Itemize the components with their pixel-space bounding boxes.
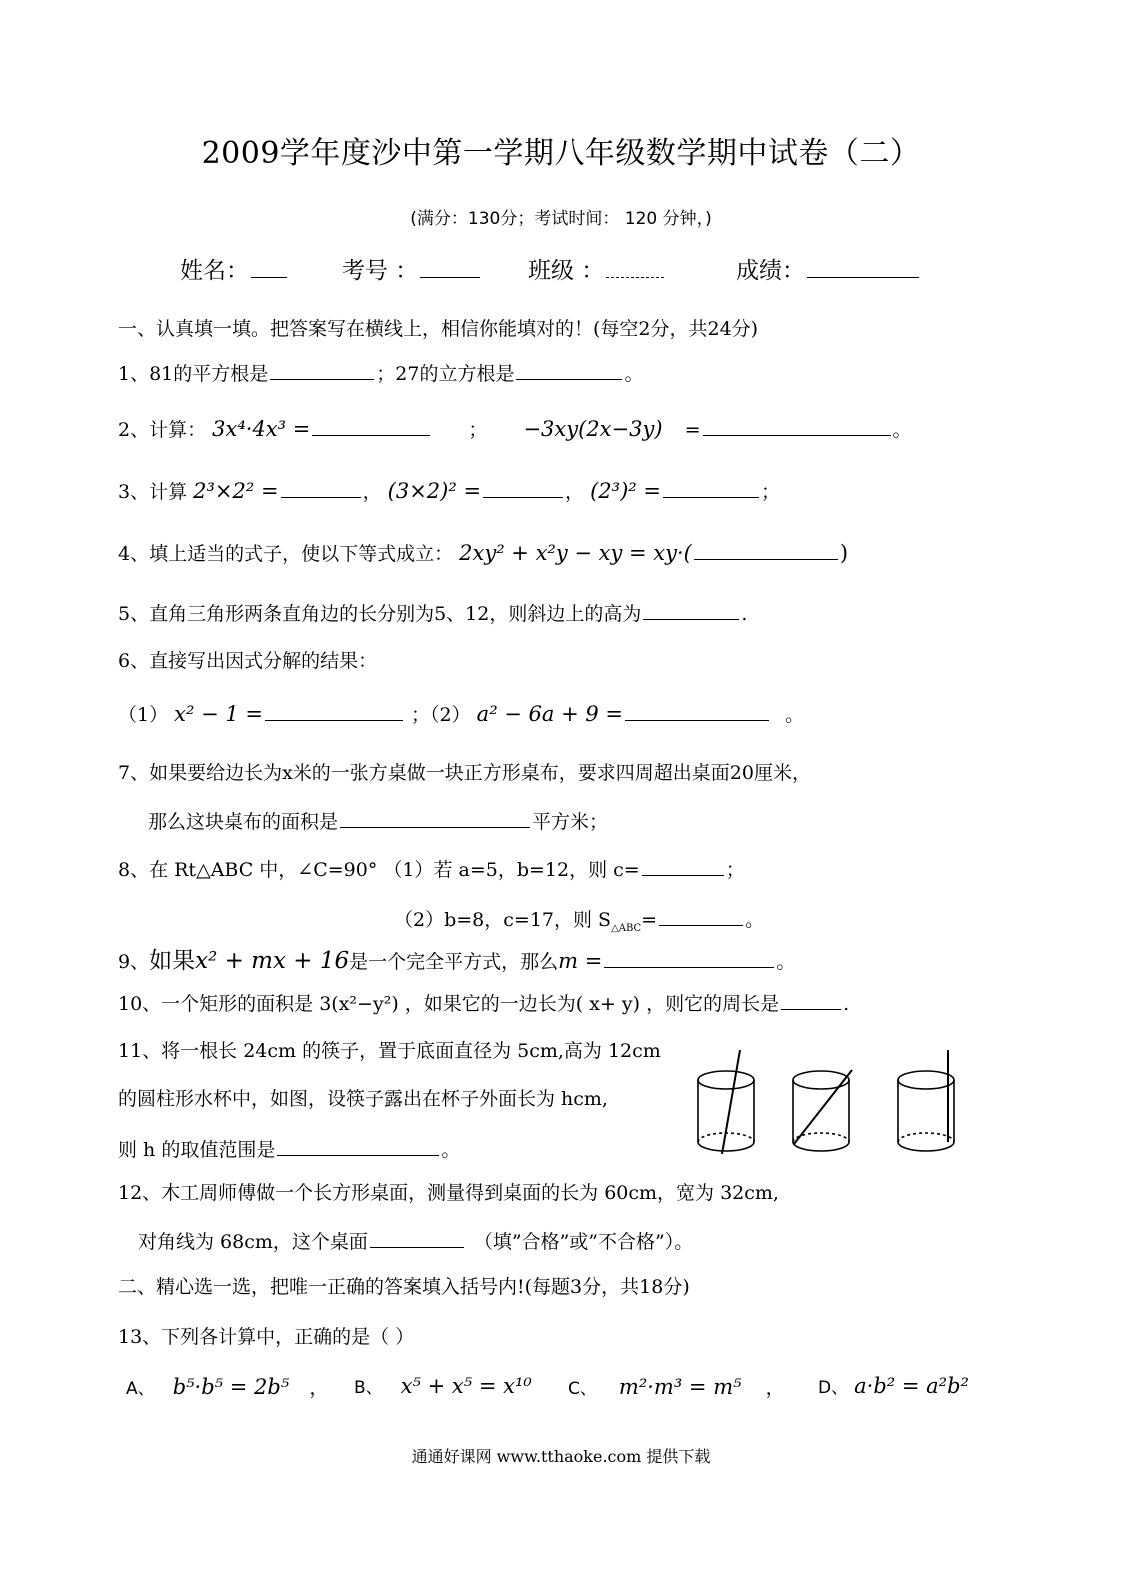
cylinder-3 [898, 1050, 954, 1151]
number-blank[interactable] [420, 255, 480, 278]
question-10: 10、一个矩形的面积是 3(x²−y²) ，如果它的一边长为( x+ y) ，则它的周长是 . [118, 987, 849, 1016]
name-label: 姓名： [180, 258, 249, 284]
q2-expression-2: −3xy(2x−3y) [523, 417, 663, 441]
q2-blank-2[interactable] [703, 413, 891, 436]
question-5: 5、直角三角形两条直角边的长分别为5、12，则斜边上的高为 . [118, 597, 747, 626]
q8-blank-2[interactable] [659, 903, 743, 926]
class-label: 班级 ： [528, 258, 605, 284]
q13-option-b[interactable]: B、 x⁵ + x⁵ = x¹⁰ [354, 1374, 532, 1398]
q8-blank-1[interactable] [642, 853, 724, 876]
q6-blank-1[interactable] [265, 698, 403, 721]
question-3: 3、计算 2³×2² = ， (3×2)² = ， (2³)² = ； [118, 475, 780, 504]
q13-option-c[interactable]: C、 m²·m³ = m⁵ ， [568, 1375, 785, 1399]
question-4: 4、填上适当的式子，使以下等式成立： 2xy² + x²y − xy = xy·( ) [118, 537, 848, 566]
score-blank[interactable] [807, 255, 919, 278]
question-1: 1、81的平方根是 ；27的立方根是 。 [118, 357, 643, 386]
q6-expression-1: x² − 1 = [174, 702, 263, 726]
q12-blank[interactable] [370, 1225, 464, 1248]
question-13: 13、下列各计算中，正确的是（ ） [118, 1326, 415, 1348]
score-label: 成绩： [736, 258, 805, 284]
q9-blank[interactable] [604, 945, 774, 968]
q11-blank[interactable] [277, 1133, 439, 1156]
section2-heading: 二、精心选一选，把唯一正确的答案填入括号内!(每题3分，共18分) [118, 1276, 690, 1298]
footer-credit: 通通好课网 www.tthaoke.com 提供下载 [411, 1447, 711, 1466]
question-12-cont: 对角线为 68cm，这个桌面 （填”合格”或”不合格”）。 [138, 1225, 693, 1254]
q2-expression-1: 3x⁴·4x³ = [212, 417, 311, 441]
q9-expression: x² + mx + 16 [195, 948, 350, 974]
q3-expression-3: (2³)² = [590, 479, 661, 503]
class-blank[interactable] [606, 255, 664, 278]
question-7-cont: 那么这块桌布的面积是 平方米； [148, 805, 608, 834]
q3-blank-3[interactable] [663, 475, 759, 498]
q4-blank[interactable] [694, 537, 838, 560]
q3-expression-1: 2³×2² = [193, 479, 279, 503]
q3-blank-2[interactable] [483, 475, 563, 498]
q3-blank-1[interactable] [281, 475, 361, 498]
question-8-part2: （2）b=8，c=17，则 $S_{\triangle ABC}=$ 。 [394, 903, 764, 934]
q6-expression-2: a² − 6a + 9 = [476, 702, 624, 726]
question-11-answer: 则 h 的取值范围是 。 [118, 1133, 460, 1162]
number-field [342, 252, 482, 285]
q1-blank-1[interactable] [270, 357, 374, 380]
question-7: 7、如果要给边长为x米的一张方桌做一块正方形桌布，要求四周超出桌面20厘米， [118, 762, 811, 784]
q4-expression: 2xy² + x²y − xy = xy·( [459, 541, 692, 565]
q13-option-a[interactable]: A、 b⁵·b⁵ = 2b⁵ ， [126, 1375, 329, 1399]
q2-blank-1[interactable] [312, 413, 430, 436]
q7-blank[interactable] [340, 805, 530, 828]
exam-subtitle: (满分：130分；考试时间： 120 分钟，) [410, 209, 712, 229]
q13-option-d[interactable]: D、 a·b² = a²b² [818, 1374, 969, 1398]
page-title: 2009学年度沙中第一学期八年级数学期中试卷（二） [201, 136, 921, 171]
cylinder-figure [690, 1050, 980, 1160]
section1-heading: 一、认真填一填。把答案写在横线上，相信你能填对的！(每空2分，共24分) [118, 318, 759, 340]
question-11: 11、将一根长 24cm 的筷子，置于底面直径为 5cm,高为 12cm [118, 1040, 661, 1062]
q1-blank-2[interactable] [516, 357, 622, 380]
q6-blank-2[interactable] [625, 698, 769, 721]
question-9: 9、如果x² + mx + 16是一个完全平方式，那么m = 。 [118, 942, 795, 975]
question-11-cont: 的圆柱形水杯中，如图，设筷子露出在杯子外面长为 hcm, [118, 1088, 608, 1110]
number-label: 考号 ： [342, 258, 419, 284]
class-field [528, 252, 666, 285]
name-blank[interactable] [251, 255, 287, 278]
question-8: 8、在 Rt△ABC 中，∠C=90° （1）若 a=5，b=12，则 c= ； [118, 853, 745, 882]
question-2: 2、计算： 3x⁴·4x³ = ； −3xy(2x−3y) = 。 [118, 413, 912, 442]
q5-blank[interactable] [643, 597, 739, 620]
cylinder-2 [793, 1070, 852, 1151]
name-field [180, 252, 289, 285]
q3-expression-2: (3×2)² = [387, 479, 482, 503]
q10-blank[interactable] [781, 987, 841, 1010]
cylinder-1 [698, 1050, 754, 1154]
question-6: 6、直接写出因式分解的结果： [118, 650, 378, 672]
question-6-parts: （1） x² − 1 = ；（2） a² − 6a + 9 = 。 [118, 698, 804, 727]
score-field [736, 252, 921, 285]
question-12: 12、木工周师傅做一个长方形桌面，测量得到桌面的长为 60cm，宽为 32cm, [118, 1182, 779, 1204]
